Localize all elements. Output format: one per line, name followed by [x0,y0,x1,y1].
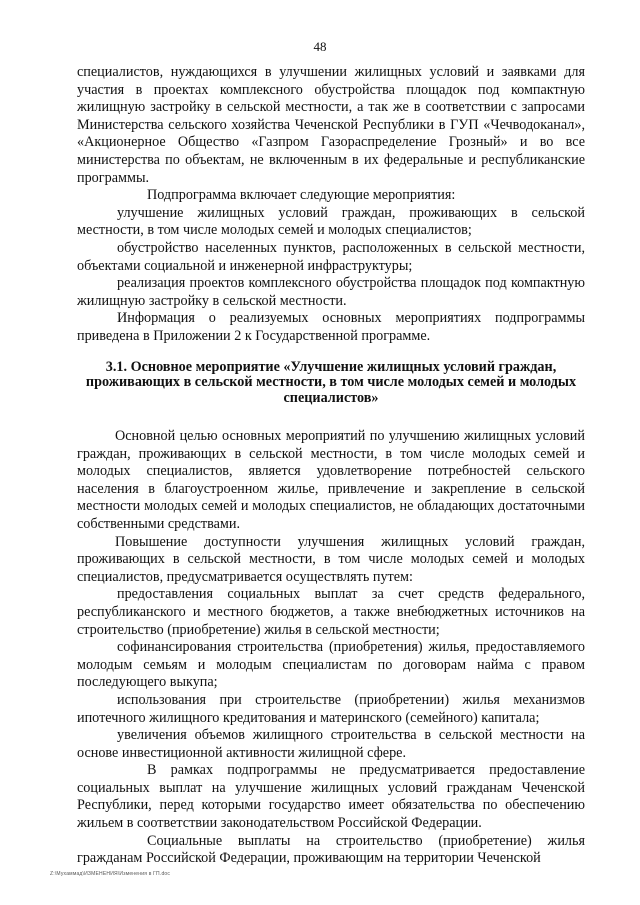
page-number: 48 [313,39,327,54]
file-path-note: Z:\Мухаммад\ИЗМЕНЕНИЯ\Изменения в ГП.doc [50,871,171,877]
list-item: реализация проектов комплексного обустройства площадок под компактную жилищную застройку в сельской местности. [77,275,585,309]
list-item: предоставления социальных выплат за счет средств федерального, республиканского и местного бюджетов, а также внебюджетных источников на строительство (приобретение) жилья в сельской местности; [77,586,585,638]
list-item: улучшение жилищных условий граждан, проживающих в сельской местности, в том числе молодых семей и молодых специалистов; [77,204,585,239]
list-item: обустройство населенных пунктов, расположенных в сельской местности, объектами социальной и инженерной инфраструктуры; [77,239,585,274]
paragraph: Повышение доступности улучшения жилищных условий граждан, проживающих в сельской местности, в том числе молодых семей и молодых специалистов, предусматривается осуществлять путем: [77,533,585,585]
paragraph: Подпрограмма включает следующие мероприятия: [147,187,456,204]
section-heading: 3.1. Основное мероприятие «Улучшение жилищных условий граждан, проживающих в сельской местности, в том числе молодых семей и молодых специалистов» [85,358,577,406]
paragraph: Социальные выплаты на строительство (приобретение) жилья гражданам Российской Федерации, проживающим на территории Чеченской [77,832,585,867]
list-item: использования при строительстве (приобретении) жилья механизмов ипотечного жилищного кредитования и материнского (семейного) капитала; [77,691,585,726]
paragraph: Информация о реализуемых основных мероприятиях подпрограммы приведена в Приложении 2 к Государственной программе. [77,310,585,344]
paragraph: В рамках подпрограммы не предусматривается предоставление социальных выплат на улучшение жилищных условий гражданам Чеченской Республики, перед которыми государство имеет обязательства по обеспечению жильем в соответствии законодательством Российской Федерации. [77,762,585,832]
list-item: софинансирования строительства (приобретения) жилья, предоставляемого молодым семьям и молодым специалистам по договорам найма с правом последующего выкупа; [77,639,585,691]
document-body [77,64,585,868]
paragraph: специалистов, нуждающихся в улучшении жилищных условий и заявками для участия в проектах комплексного обустройства площадок под компактную жилищную застройку в сельской местности, а так же в соответствии с запросами Министерства сельского хозяйства Чеченской Республики в ГУП «Чечводоканал», «Акционерное Общество «Газпром Газораспределение Грозный» и во все министерства по объектам, не включенным в их федеральные и республиканские программы. [77,64,585,186]
paragraph: Основной целью основных мероприятий по улучшению жилищных условий граждан, проживающих в сельской местности, в том числе молодых семей и молодых специалистов, является удовлетворение потребностей сельского населения в благоустроенном жилье, привлечение и закрепление в сельской местности молодых семей и молодых специалистов, не обладающих достаточными собственными средствами. [77,428,585,532]
list-item: увеличения объемов жилищного строительства в сельской местности на основе инвестиционной активности жилищной сфере. [77,727,585,761]
